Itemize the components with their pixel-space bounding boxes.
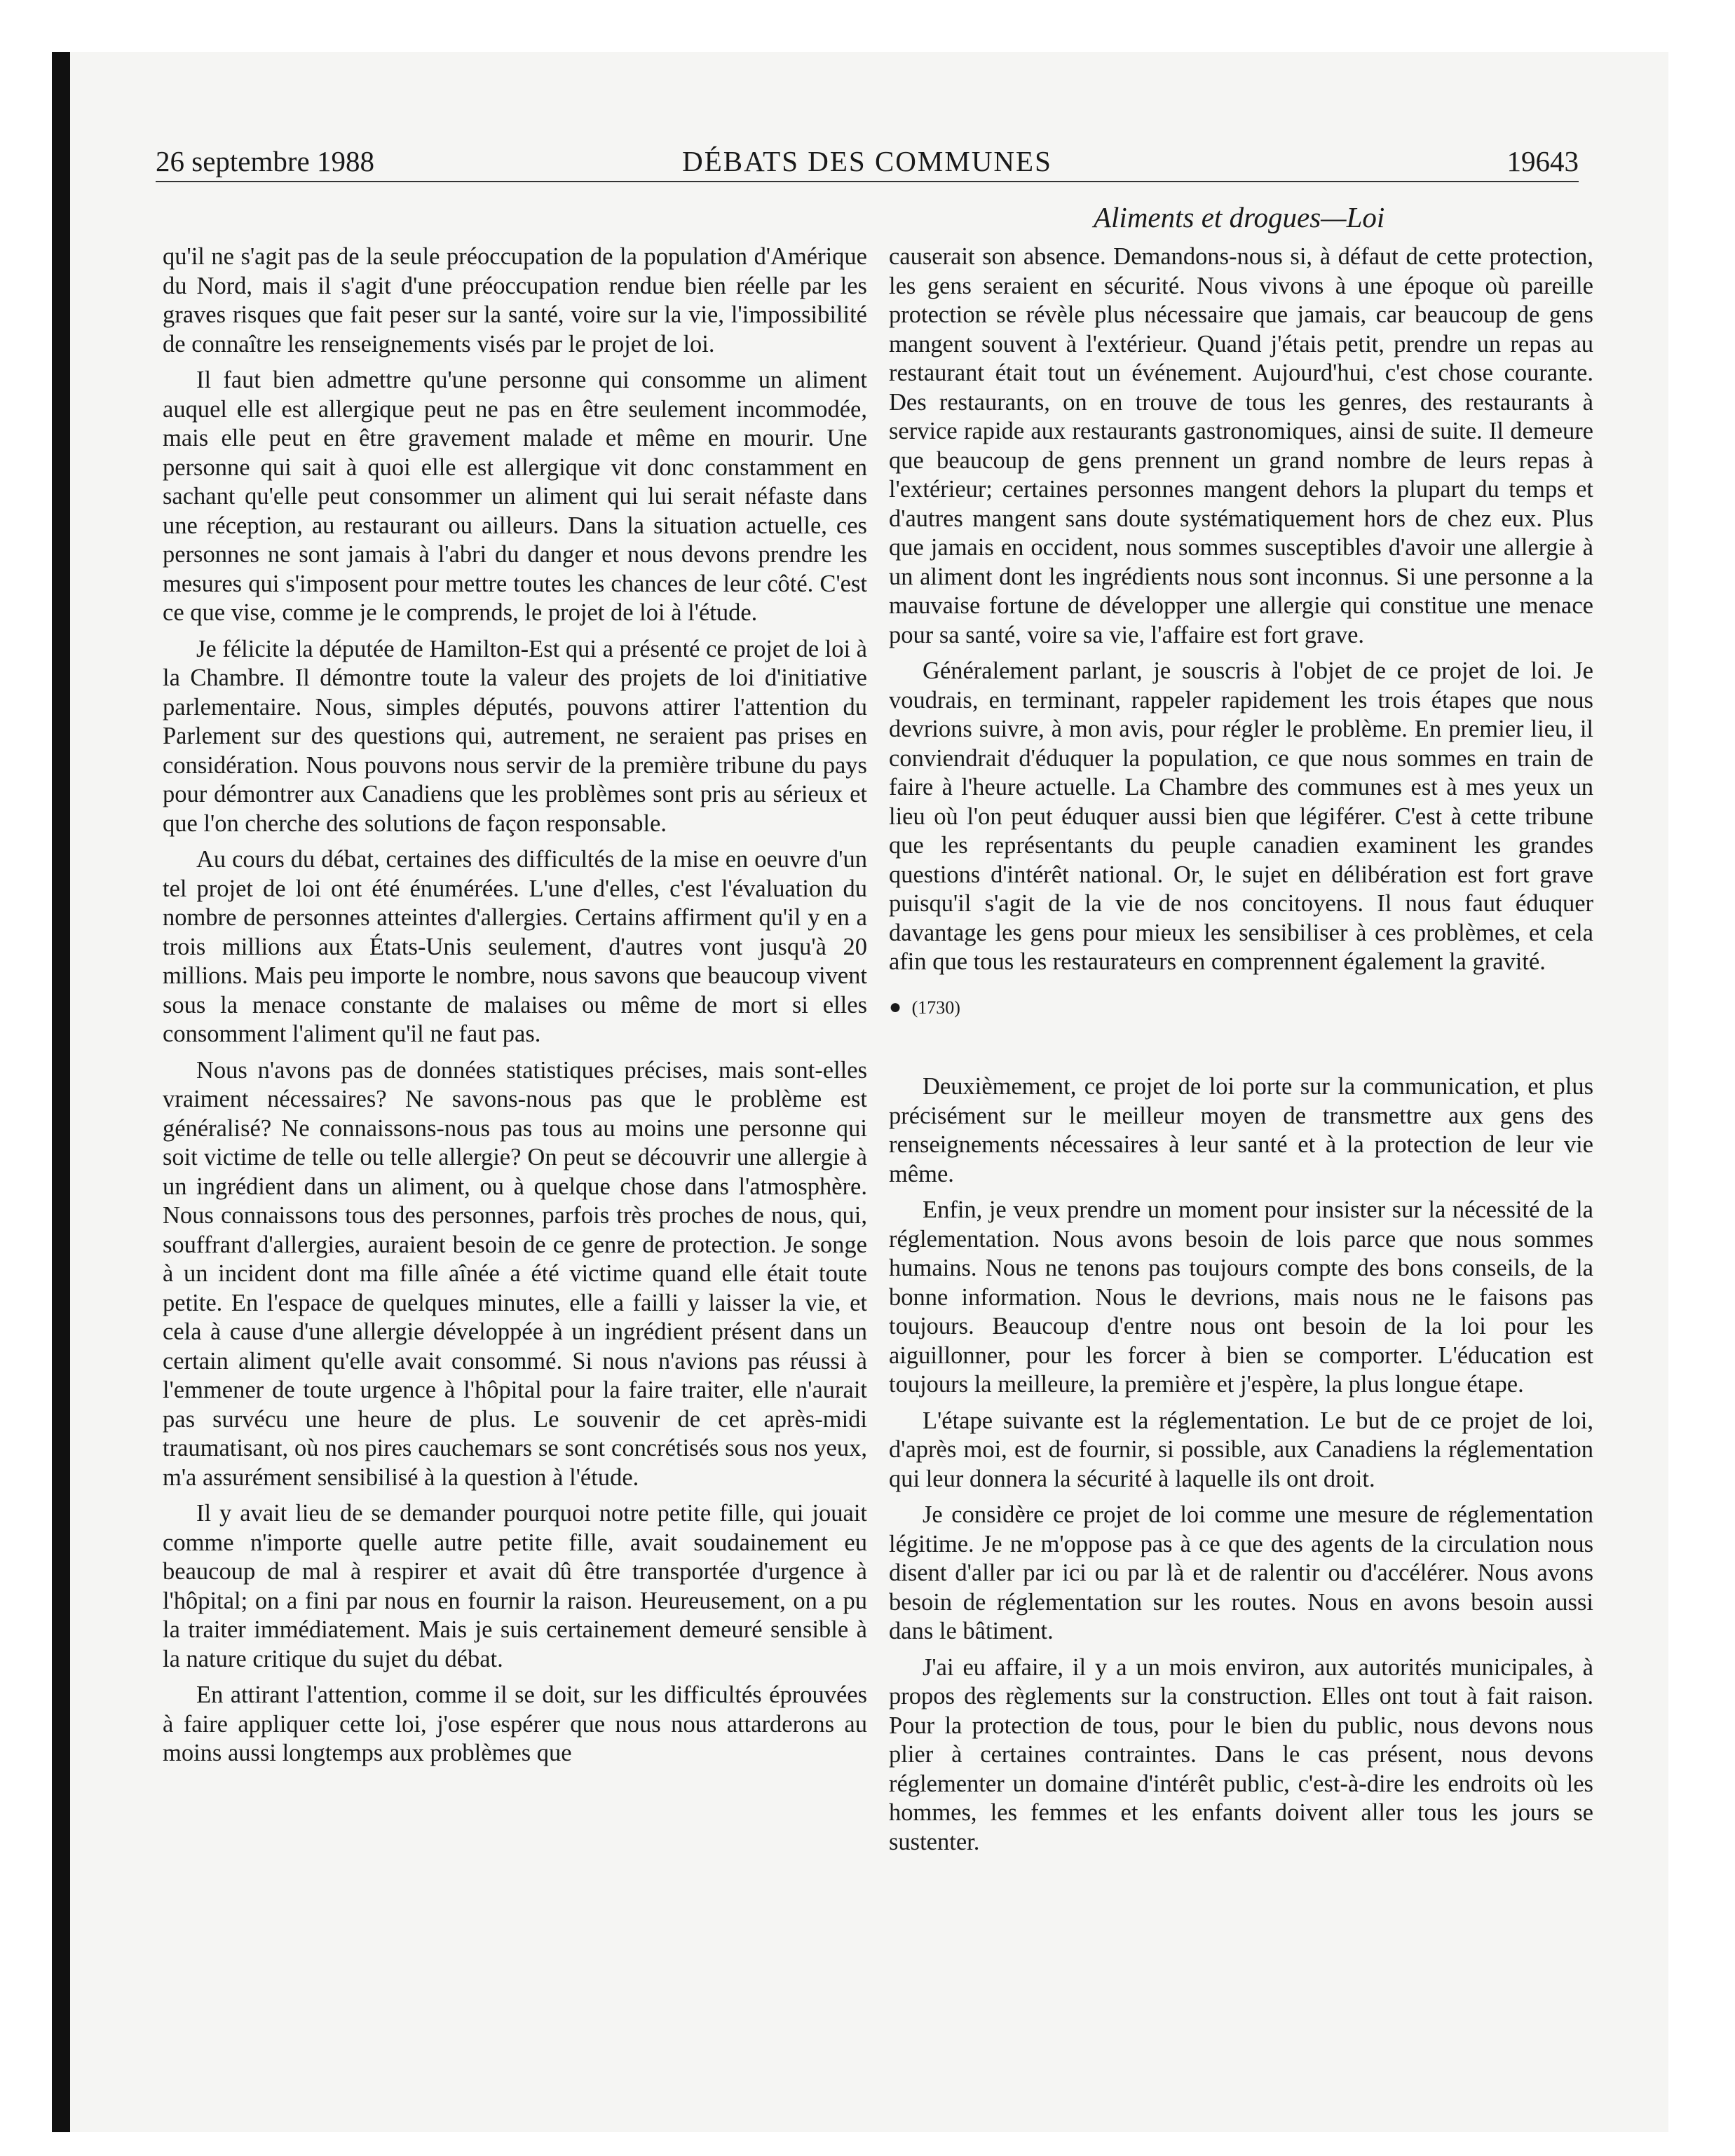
- paragraph: Nous n'avons pas de données statistiques précises, mais sont-elles vraiment nécessaires? Ne savons-nous pas que le problème est généralisé? Ne connaissons-nous pas tous au moins une personne qui soit victime de telle ou telle allergie? On peut se découvrir une allergie à un ingrédient dans un aliment, ou à quelque chose dans l'atmosphère. Nous connaissons tous des personnes, parfois très proches de nous, qui, souffrant d'allergies, auraient besoin de ce genre de protection. Je songe à un incident dont ma fille aînée a été victime quand elle était toute petite. En l'espace de quelques minutes, elle a failli y laisser la vie, et cela à cause d'une allergie développée à un ingrédient présent dans un certain aliment qu'elle avait consommé. Si nous n'avions pas réussi à l'emmener de toute urgence à l'hôpital pour la faire traiter, elle n'aurait pas survécu une heure de plus. Le souvenir de cet après-midi traumatisant, où nos pires cauchemars se sont concrétisés sous nos yeux, m'a assurément sensibilisé à la question à l'étude.: [163, 1056, 867, 1491]
- paragraph: Au cours du débat, certaines des difficultés de la mise en oeuvre d'un tel projet de loi ont été énumérées. L'une d'elles, c'est l'évaluation du nombre de personnes atteintes d'allergies. Certains affirment qu'il y en a trois millions aux États-Unis seulement, d'autres vont jusqu'à 20 millions. Mais peu importe le nombre, nous savons que beaucoup vivent sous la menace constante de malaises ou même de mort si elles consomment l'aliment qu'il ne faut pas.: [163, 846, 867, 1047]
- scan-edge-bar: [52, 52, 70, 2132]
- paragraph: Deuxièmement, ce projet de loi porte sur la communication, et plus précisément sur le meilleur moyen de transmettre aux gens des renseignements nécessaires à leur santé et à la protection de leur vie même.: [889, 1073, 1593, 1187]
- bullet-icon: ●: [889, 995, 902, 1018]
- paragraph: Je considère ce projet de loi comme une mesure de réglementation légitime. Je ne m'oppose pas à ce que des agents de la circulation nous disent d'aller par ici ou par là et de ralentir ou d'accélérer. Nous avons besoin de réglementation sur les routes. Nous en avons besoin aussi dans le bâtiment.: [889, 1501, 1593, 1644]
- paragraph: qu'il ne s'agit pas de la seule préoccupation de la population d'Amérique du Nord, mais il s'agit d'une préoccupation rendue bien réelle par les graves risques que fait peser sur la santé, voire sur la vie, l'impossibilité de connaître les renseignements visés par le projet de loi.: [163, 243, 867, 357]
- paragraph: J'ai eu affaire, il y a un mois environ, aux autorités municipales, à propos des règlements sur la construction. Elles ont tout à fait raison. Pour la protection de tous, pour le bien du public, nous devons nous plier à certaines contraintes. Dans le cas présent, nous devons réglementer un domaine d'intérêt public, c'est-à-dire les endroits où les hommes, les femmes et les enfants doivent aller tous les jours se sustenter.: [889, 1653, 1593, 1855]
- paragraph: Je félicite la députée de Hamilton-Est qui a présenté ce projet de loi à la Chambre. Il démontre toute la valeur des projets de loi d'initiative parlementaire. Nous, simples députés, pouvons attirer l'attention du Parlement sur des questions qui, autrement, ne seraient pas prises en considération. Nous pouvons nous servir de la première tribune du pays pour démontrer aux Canadiens que les problèmes sont pris au sérieux et que l'on cherche des solutions de façon responsable.: [163, 635, 867, 837]
- paragraph: L'étape suivante est la réglementation. Le but de ce projet de loi, d'après moi, est de fournir, si possible, aux Canadiens la réglementation qui leur donnera la sécurité à laquelle ils ont droit.: [889, 1407, 1593, 1492]
- running-head: Aliments et drogues—Loi: [1094, 201, 1385, 233]
- publication-title: DÉBATS DES COMMUNES: [682, 145, 1052, 177]
- paragraph: Généralement parlant, je souscris à l'objet de ce projet de loi. Je voudrais, en terminant, rappeler rapidement les trois étapes que nous devrions suivre, à mon avis, pour régler le problème. En premier lieu, il conviendrait d'éduquer la population, ce que nous sommes en train de faire à l'heure actuelle. La Chambre des communes est à mes yeux un lieu où l'on peut éduquer aussi bien que légiférer. C'est à cette tribune que les représentants du peuple canadien examinent les grandes questions d'intérêt national. Or, le sujet en délibération est fort grave puisqu'il s'agit de la vie de nos concitoyens. Il nous faut éduquer davantage les gens pour mieux les sensibiliser à ces problèmes, et cela afin que tous les restaurateurs en comprennent également la gravité.: [889, 657, 1593, 975]
- time-marker: [889, 992, 1593, 1023]
- paragraph: Enfin, je veux prendre un moment pour insister sur la nécessité de la réglementation. Nous avons besoin de lois parce que nous sommes humains. Nous ne tenons pas toujours compte des bons conseils, de la bonne information. Nous le devrions, mais nous ne le faisons pas toujours. Beaucoup d'entre nous ont besoin de la loi pour les aiguillonner, pour les forcer à bien se comporter. L'éducation est toujours la meilleure, la première et j'espère, la plus longue étape.: [889, 1196, 1593, 1398]
- left-column: [163, 243, 867, 1775]
- page-number: 19643: [1506, 145, 1579, 177]
- time-stamp: (1730): [911, 997, 960, 1018]
- paragraph: En attirant l'attention, comme il se doit, sur les difficultés éprouvées à faire appliquer cette loi, j'ose espérer que nous nous attarderons au moins aussi longtemps aux problèmes que: [163, 1681, 867, 1766]
- paragraph: Il y avait lieu de se demander pourquoi notre petite fille, qui jouait comme n'importe quelle autre petite fille, avait soudainement eu beaucoup de mal à respirer et avait dû être transportée d'urgence à l'hôpital; on a fini par nous en fournir la raison. Heureusement, on a pu la traiter immédiatement. Mais je suis certainement demeuré sensible à la nature critique du sujet du débat.: [163, 1500, 867, 1672]
- page-header: [156, 144, 1579, 184]
- paragraph: causerait son absence. Demandons-nous si, à défaut de cette protection, les gens seraient en sécurité. Nous vivons à une époque où pareille protection se révèle plus nécessaire que jamais, car beaucoup de gens mangent souvent à l'extérieur. Quand j'étais petit, prendre un repas au restaurant était tout un événement. Aujourd'hui, c'est chose courante. Des restaurants, on en trouve de tous les genres, des restaurants à service rapide aux restaurants gastronomiques, ainsi de suite. Il demeure que beaucoup de gens prennent un grand nombre de leurs repas à l'extérieur; certaines personnes mangent dehors la plupart du temps et d'autres mangent sans doute systématiquement hors de chez eux. Plus que jamais en occident, nous sommes susceptibles d'avoir une allergie à un aliment dont les ingrédients nous sont inconnus. Si une personne a la mauvaise fortune de développer une allergie qui constitue une menace pour sa santé, voire sa vie, l'affaire est fort grave.: [889, 243, 1593, 648]
- right-column: [889, 243, 1593, 1864]
- header-date: 26 septembre 1988: [156, 145, 374, 177]
- paragraph: Il faut bien admettre qu'une personne qui consomme un aliment auquel elle est allergique peut ne pas en être seulement incommodée, mais elle peut en être gravement malade et même en mourir. Une personne qui sait à quoi elle est allergique vit donc constamment en sachant qu'elle peut consommer un aliment qui lui serait néfaste dans une réception, au restaurant ou ailleurs. Dans la situation actuelle, ces personnes ne sont jamais à l'abri du danger et nous devons prendre les mesures qui s'imposent pour mettre toutes les chances de leur côté. C'est ce que vise, comme je le comprends, le projet de loi à l'étude.: [163, 367, 867, 626]
- header-rule: [156, 181, 1579, 182]
